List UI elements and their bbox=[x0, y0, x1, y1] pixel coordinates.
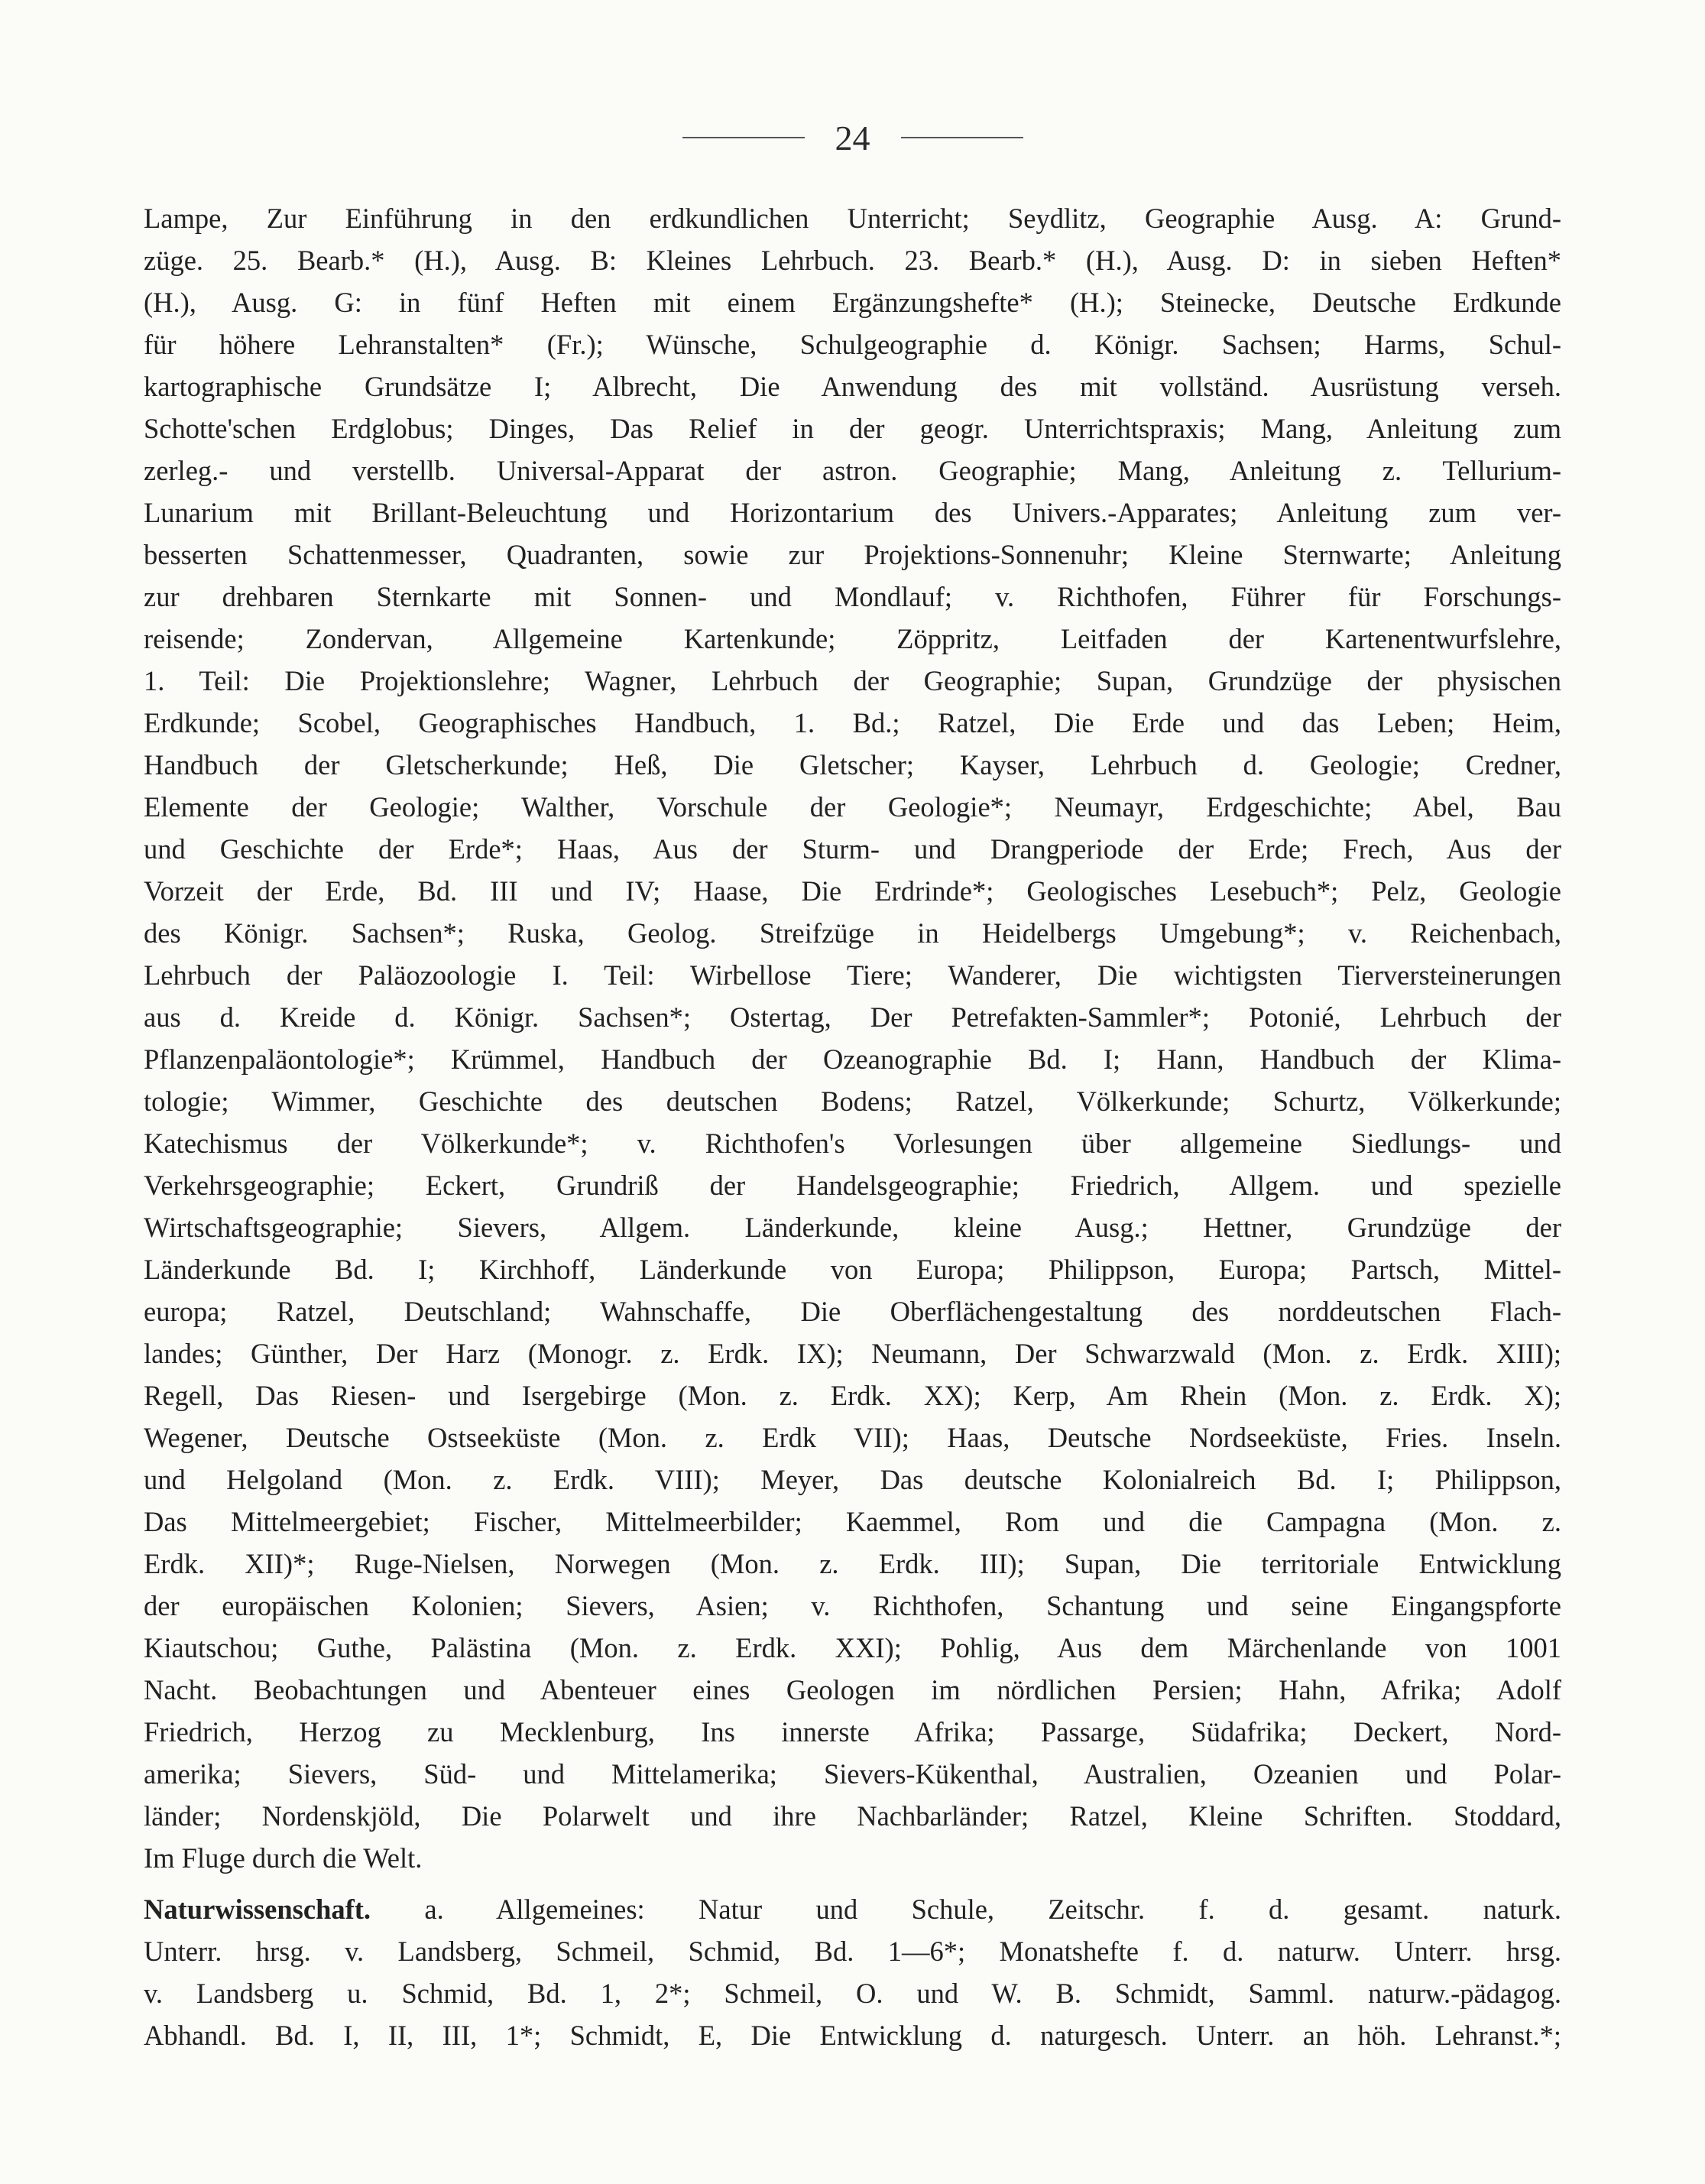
text-line: Katechismus der Völkerkunde*; v. Richthofen's Vorlesungen über allgemeine Siedlungs- und bbox=[144, 1128, 1561, 1159]
text-line: reisende; Zondervan, Allgemeine Kartenkunde; Zöppritz, Leitfaden der Kartenentwurfslehre, bbox=[144, 623, 1561, 654]
text-line: Vorzeit der Erde, Bd. III und IV; Haase, Die Erdrinde*; Geologisches Lesebuch*; Pelz, Geologie bbox=[144, 875, 1561, 907]
text-line: Elemente der Geologie; Walther, Vorschule der Geologie*; Neumayr, Erdgeschichte; Abel, Bau bbox=[144, 791, 1561, 823]
section-line: Unterr. hrsg. v. Landsberg, Schmeil, Schmid, Bd. 1—6*; Monatshefte f. d. naturw. Unterr. hrsg. bbox=[144, 1936, 1561, 1967]
text-line: Lehrbuch der Paläozoologie I. Teil: Wirbellose Tiere; Wanderer, Die wichtigsten Tierversteinerungen bbox=[144, 959, 1561, 991]
text-line: Wirtschaftsgeographie; Sievers, Allgem. Länderkunde, kleine Ausg.; Hettner, Grundzüge der bbox=[144, 1212, 1561, 1243]
text-line: landes; Günther, Der Harz (Monogr. z. Erdk. IX); Neumann, Der Schwarzwald (Mon. z. Erdk. XIII); bbox=[144, 1338, 1561, 1369]
text-line: tologie; Wimmer, Geschichte des deutschen Bodens; Ratzel, Völkerkunde; Schurtz, Völkerkunde; bbox=[144, 1086, 1561, 1117]
text-line: Schotte'schen Erdglobus; Dinges, Das Relief in der geogr. Unterrichtspraxis; Mang, Anleitung zum bbox=[144, 413, 1561, 444]
text-line: und Helgoland (Mon. z. Erdk. VIII); Meyer, Das deutsche Kolonialreich Bd. I; Philippson, bbox=[144, 1464, 1561, 1495]
text-line: Lunarium mit Brillant-Beleuchtung und Horizontarium des Univers.-Apparates; Anleitung zum ver- bbox=[144, 497, 1561, 528]
text-line: Verkehrsgeographie; Eckert, Grundriß der Handelsgeographie; Friedrich, Allgem. und spezielle bbox=[144, 1170, 1561, 1201]
header-rule-left bbox=[682, 137, 805, 138]
text-line: amerika; Sievers, Süd- und Mittelamerika; Sievers-Kükenthal, Australien, Ozeanien und Polar- bbox=[144, 1758, 1561, 1790]
text-line: Im Fluge durch die Welt. bbox=[144, 1842, 423, 1874]
text-line: Erdk. XII)*; Ruge-Nielsen, Norwegen (Mon. z. Erdk. III); Supan, Die territoriale Entwicklung bbox=[144, 1548, 1561, 1579]
section-intro: a. Allgemeines: Natur und Schule, Zeitschr. f. d. gesamt. naturk. bbox=[424, 1894, 1561, 1925]
text-line: Erdkunde; Scobel, Geographisches Handbuch, 1. Bd.; Ratzel, Die Erde und das Leben; Heim, bbox=[144, 707, 1561, 738]
text-line: für höhere Lehranstalten* (Fr.); Wünsche, Schulgeographie d. Königr. Sachsen; Harms, Schul- bbox=[144, 329, 1561, 360]
section-title: Naturwissenschaft. bbox=[144, 1894, 371, 1925]
text-line: Regell, Das Riesen- und Isergebirge (Mon. z. Erdk. XX); Kerp, Am Rhein (Mon. z. Erdk. X); bbox=[144, 1380, 1561, 1411]
text-line: Das Mittelmeergebiet; Fischer, Mittelmeerbilder; Kaemmel, Rom und die Campagna (Mon. z. bbox=[144, 1506, 1561, 1537]
text-line: zerleg.- und verstellb. Universal-Apparat der astron. Geographie; Mang, Anleitung z. Tellurium- bbox=[144, 455, 1561, 486]
text-line: Wegener, Deutsche Ostseeküste (Mon. z. Erdk VII); Haas, Deutsche Nordseeküste, Fries. Inseln. bbox=[144, 1422, 1561, 1453]
text-line: kartographische Grundsätze I; Albrecht, Die Anwendung des mit vollständ. Ausrüstung verseh. bbox=[144, 371, 1561, 402]
text-line: europa; Ratzel, Deutschland; Wahnschaffe, Die Oberflächengestaltung des norddeutschen Flach- bbox=[144, 1296, 1561, 1327]
text-line: Handbuch der Gletscherkunde; Heß, Die Gletscher; Kayser, Lehrbuch d. Geologie; Credner, bbox=[144, 749, 1561, 780]
text-line: der europäischen Kolonien; Sievers, Asien; v. Richthofen, Schantung und seine Eingangspforte bbox=[144, 1590, 1561, 1621]
page-header bbox=[0, 115, 1705, 161]
text-line: des Königr. Sachsen*; Ruska, Geolog. Streifzüge in Heidelbergs Umgebung*; v. Reichenbach, bbox=[144, 917, 1561, 949]
text-line: Friedrich, Herzog zu Mecklenburg, Ins innerste Afrika; Passarge, Südafrika; Deckert, Nord- bbox=[144, 1716, 1561, 1748]
text-line: züge. 25. Bearb.* (H.), Ausg. B: Kleines Lehrbuch. 23. Bearb.* (H.), Ausg. D: in sieben Heften* bbox=[144, 245, 1561, 276]
text-line: 1. Teil: Die Projektionslehre; Wagner, Lehrbuch der Geographie; Supan, Grundzüge der physischen bbox=[144, 665, 1561, 696]
section-line: v. Landsberg u. Schmid, Bd. 1, 2*; Schmeil, O. und W. B. Schmidt, Samml. naturw.-pädagog. bbox=[144, 1978, 1561, 2009]
text-line: Nacht. Beobachtungen und Abenteuer eines Geologen im nördlichen Persien; Hahn, Afrika; Adolf bbox=[144, 1674, 1561, 1705]
text-line: Lampe, Zur Einführung in den erdkundlichen Unterricht; Seydlitz, Geographie Ausg. A: Grund- bbox=[144, 203, 1561, 234]
text-line: Kiautschou; Guthe, Palästina (Mon. z. Erdk. XXI); Pohlig, Aus dem Märchenlande von 1001 bbox=[144, 1632, 1561, 1663]
text-line: Länderkunde Bd. I; Kirchhoff, Länderkunde von Europa; Philippson, Europa; Partsch, Mittel- bbox=[144, 1254, 1561, 1285]
text-line: Pflanzenpaläontologie*; Krümmel, Handbuch der Ozeanographie Bd. I; Hann, Handbuch der Klima- bbox=[144, 1043, 1561, 1075]
text-line: (H.), Ausg. G: in fünf Heften mit einem Ergänzungshefte* (H.); Steinecke, Deutsche Erdkunde bbox=[144, 287, 1561, 318]
section-line: Abhandl. Bd. I, II, III, 1*; Schmidt, E, Die Entwicklung d. naturgesch. Unterr. an höh. Lehranst.*; bbox=[144, 2020, 1561, 2051]
text-line: und Geschichte der Erde*; Haas, Aus der Sturm- und Drangperiode der Erde; Frech, Aus der bbox=[144, 833, 1561, 865]
section-first-line bbox=[144, 1888, 1561, 1930]
header-rule-right bbox=[901, 137, 1023, 138]
text-line: länder; Nordenskjöld, Die Polarwelt und ihre Nachbarländer; Ratzel, Kleine Schriften. Stoddard, bbox=[144, 1800, 1561, 1832]
page-number: 24 bbox=[835, 118, 870, 157]
text-line: zur drehbaren Sternkarte mit Sonnen- und Mondlauf; v. Richthofen, Führer für Forschungs- bbox=[144, 581, 1561, 612]
text-line: aus d. Kreide d. Königr. Sachsen*; Ostertag, Der Petrefakten-Sammler*; Potonié, Lehrbuch der bbox=[144, 1001, 1561, 1033]
bibliography-text bbox=[144, 197, 1561, 2056]
text-line: besserten Schattenmesser, Quadranten, sowie zur Projektions-Sonnenuhr; Kleine Sternwarte; Anleitung bbox=[144, 539, 1561, 570]
